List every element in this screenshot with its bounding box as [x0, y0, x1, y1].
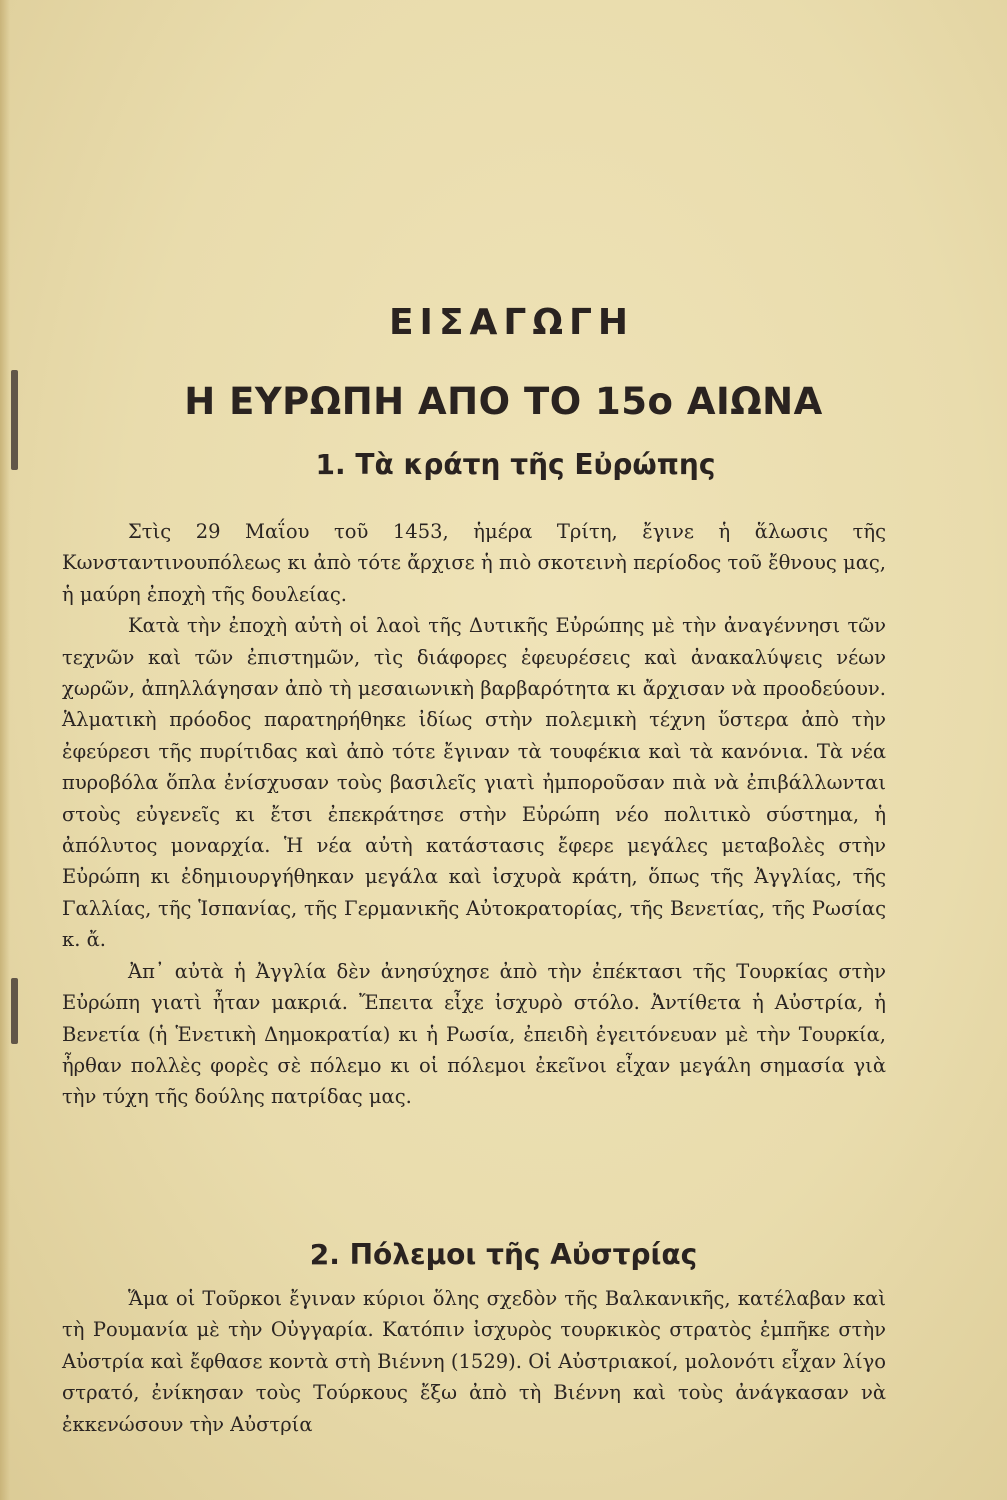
paragraph: Ἅμα οἱ Τοῦρκοι ἔγιναν κύριοι ὅλης σχεδὸν τῆς Βαλκανικῆς, κατέλαβαν καὶ τὴ Ρουμανία μὲ τὴν Οὐγγαρία. Κατόπιν ἰσχυρὸς τουρκικὸς στρατὸς ἐμπῆκε στὴν Αὐστρία καὶ ἔφθασε κοντὰ στὴ Βιέννη (1529). Οἱ Αὐστριακοί, μολονότι εἶχαν λίγο στρατό, ἐνίκησαν τοὺς Τούρκους ἔξω ἀπὸ τὴ Βιέννη καὶ τοὺς ἀνάγκασαν νὰ ἐκκενώσουν τὴν Αὐστρία — [62, 1287, 886, 1436]
paragraph: Στὶς 29 Μαΐου τοῦ 1453, ἡμέρα Τρίτη, ἔγινε ἡ ἅλωσις τῆς Κωνσταντινουπόλεως κι ἀπὸ τότε ἄρχισε ἡ πιὸ σκοτεινὴ περίοδος τοῦ ἔθνους μας, ἡ μαύρη ἐποχὴ τῆς δουλείας. — [62, 520, 886, 606]
introduction-heading: ΕΙΣΑΓΩΓΗ — [388, 302, 635, 343]
paragraph: Ἀπ᾿ αὐτὰ ἡ Ἀγγλία δὲν ἀνησύχησε ἀπὸ τὴν ἐπέκτασι τῆς Τουρκίας στὴν Εὐρώπη γιατὶ ἦταν μακριά. Ἔπειτα εἶχε ἰσχυρὸ στόλο. Ἀντίθετα ἡ Αὐστρία, ἡ Βενετία (ἡ Ἑνετικὴ Δημοκρατία) κι ἡ Ρωσία, ἐπειδὴ ἐγειτόνευαν μὲ τὴν Τουρκία, ἦρθαν πολλὲς φορὲς σὲ πόλεμο κι οἱ πόλεμοι ἐκεῖνοι εἶχαν μεγάλη σημασία γιὰ τὴν τύχη τῆς δούλης πατρίδας μας. — [62, 959, 886, 1109]
section-1-body — [62, 516, 886, 1113]
binding-staple-bottom — [11, 978, 18, 1044]
section-2-body — [62, 1283, 886, 1440]
page-binding-edge — [0, 0, 10, 1500]
paragraph: Κατὰ τὴν ἐποχὴ αὐτὴ οἱ λαοὶ τῆς Δυτικῆς Εὐρώπης μὲ τὴν ἀναγέννησι τῶν τεχνῶν καὶ τῶν ἐπιστημῶν, τὶς διάφορες ἐφευρέσεις καὶ ἀνακαλύψεις νέων χωρῶν, ἀπηλλάγησαν ἀπὸ τὴ μεσαιωνικὴ βαρβαρότητα κι ἄρχισαν νὰ προοδεύουν. Ἁλματικὴ πρόοδος παρατηρήθηκε ἰδίως στὴν πολεμικὴ τέχνη ὕστερα ἀπὸ τὴν ἐφεύρεσι τῆς πυρίτιδας καὶ ἀπὸ τότε ἔγιναν τὰ τουφέκια καὶ τὰ κανόνια. Τὰ νέα πυροβόλα ὅπλα ἐνίσχυσαν τοὺς βασιλεῖς γιατὶ ἠμποροῦσαν πιὰ νὰ ἐπιβάλλωνται στοὺς εὐγενεῖς κι ἔτσι ἐπεκράτησε στὴν Εὐρώπη νέο πολιτικὸ σύστημα, ἡ ἀπόλυτος μοναρχία. Ἡ νέα αὐτὴ κατάστασις ἔφερε μεγάλες μεταβολὲς στὴν Εὐρώπη κι ἐδημιουργήθηκαν μεγάλα καὶ ἰσχυρὰ κράτη, ὅπως τῆς Ἀγγλίας, τῆς Γαλλίας, τῆς Ἱσπανίας, τῆς Γερμανικῆς Αὐτοκρατορίας, τῆς Βενετίας, τῆς Ρωσίας κ. ἄ. — [62, 614, 886, 952]
section-1-heading: 1. Τὰ κράτη τῆς Εὐρώπης — [315, 448, 716, 481]
section-2-heading: 2. Πόλεμοι τῆς Αὐστρίας — [309, 1238, 698, 1271]
chapter-title: Η ΕΥΡΩΠΗ ΑΠΟ ΤΟ 15ο ΑΙΩΝΑ — [184, 380, 823, 423]
